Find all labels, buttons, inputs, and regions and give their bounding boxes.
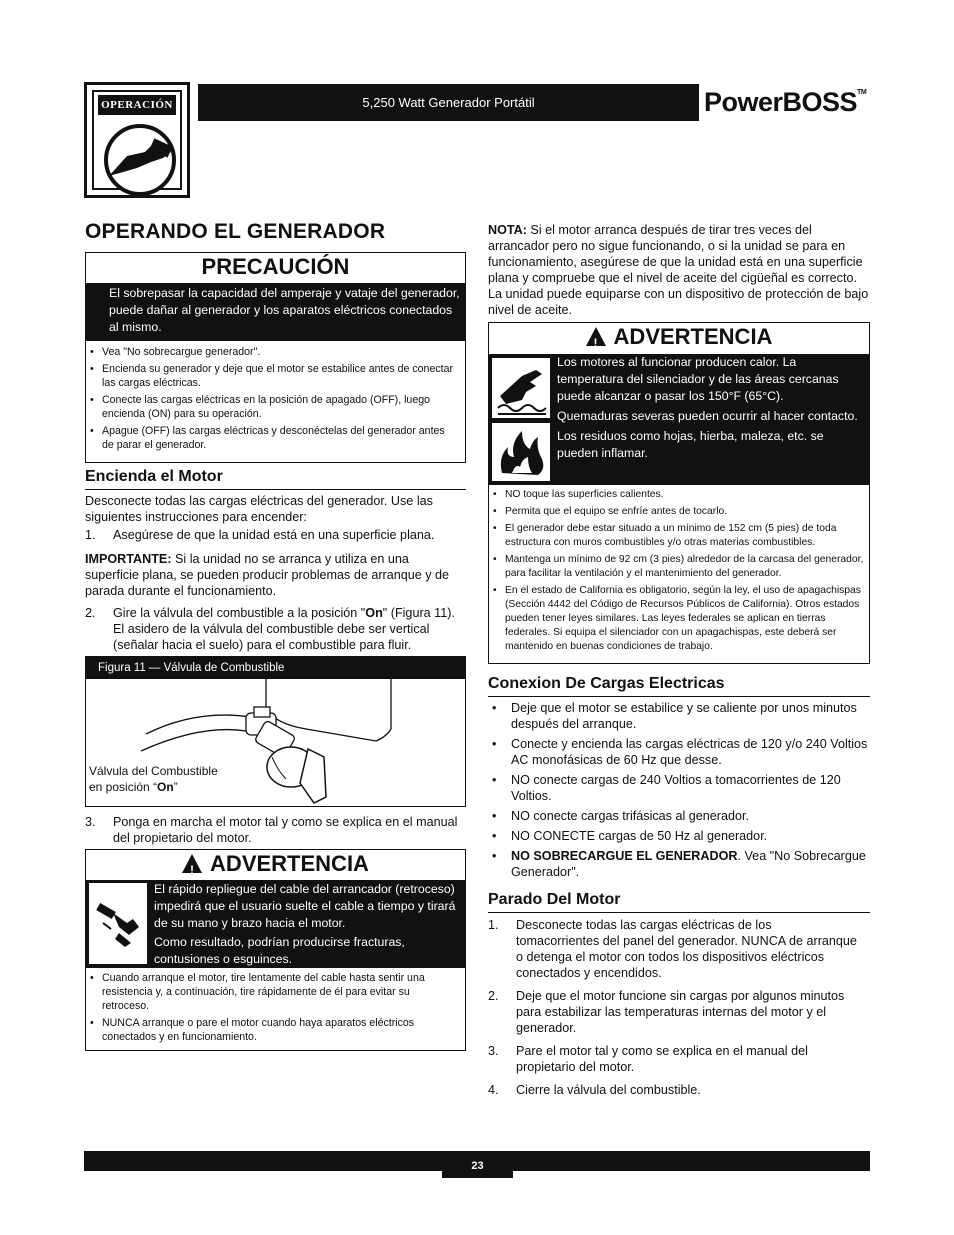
figure-label-line-1: Válvula del Combustible	[89, 764, 218, 778]
page-number: 23	[442, 1151, 513, 1178]
fire-icon	[491, 422, 551, 482]
important-label: IMPORTANTE:	[85, 552, 172, 566]
list-item: • El generador debe estar situado a un mínimo de 152 cm (5 pies) de toda estructura con muros combustibles y/o otras materias combustibles.	[489, 522, 865, 550]
list-item: • NO CONECTE cargas de 50 Hz al generador.	[488, 828, 870, 844]
bold-text: NO SOBRECARGUE EL GENERADOR	[511, 849, 738, 863]
hot-surface-icon	[491, 357, 551, 419]
list-item: • Permita que el equipo se enfríe antes de tocarlo.	[489, 505, 865, 519]
header-title: 5,250 Watt Generador Portátil	[198, 84, 699, 121]
list-item: • NO conecte cargas de 240 Voltios a tomacorrientes de 120 Voltios.	[488, 772, 870, 804]
caution-title: PRECAUCIÓN	[201, 254, 350, 279]
caution-list	[86, 345, 465, 455]
step-2	[85, 605, 466, 653]
warning-icon: !	[182, 854, 202, 873]
warning-title	[86, 850, 465, 880]
step-number: 3.	[488, 1044, 499, 1058]
operation-logo	[84, 82, 190, 198]
warning-title-text: ADVERTENCIA	[210, 851, 369, 876]
start-title: Encienda el Motor	[85, 468, 223, 485]
list-item: • NO conecte cargas trifásicas al generador.	[488, 808, 870, 824]
step-text: Ponga en marcha el motor tal y como se explica en el manual del propietario del motor.	[113, 815, 458, 845]
step-number: 2.	[488, 989, 499, 1003]
brand-name: PowerBOSS	[704, 87, 858, 117]
warning-icon: !	[586, 327, 606, 346]
warning-text: El rápido repliegue del cable del arrancador (retroceso) impedirá que el usuario suelte el cable a tiempo y tirará de su mano y brazo hacia el motor.	[154, 882, 456, 930]
list-item: • Vea "No sobrecargue generador".	[86, 345, 457, 359]
step-text: Deje que el motor funcione sin cargas por algunos minutos para estabilizar las temperaturas internas del motor y el generador.	[516, 989, 845, 1035]
step-text: Desconecte todas las cargas eléctricas de los tomacorrientes del panel del generador. NUNCA de arranque o detenga el motor con todos los dispositivos eléctricos conectados y encendidos.	[516, 918, 857, 980]
section-title: OPERANDO EL GENERADOR	[85, 220, 386, 243]
logo-title: OPERACIÓN	[98, 95, 176, 115]
list-item: • Cuando arranque el motor, tire lentamente del cable hasta sentir una resistencia y, a continuación, tire rápidamente de él para evitar su retroceso.	[86, 971, 457, 1013]
list-text: . Vea "No Sobrecargue Generador".	[511, 849, 866, 879]
warning-box-heat	[488, 322, 870, 664]
warning-text: Quemaduras severas pueden ocurrir al hacer contacto.	[557, 409, 858, 423]
caution-banner: El sobrepasar la capacidad del amperaje y vataje del generador, puede dañar al generador y los aparatos eléctricos conectados al mismo.	[86, 283, 465, 341]
list-item	[488, 917, 858, 981]
brand-tm: TM	[857, 89, 867, 96]
brand-logo	[704, 84, 874, 121]
warning-title	[489, 323, 869, 354]
on-label: On	[365, 606, 383, 620]
figure-label-text: ”	[173, 780, 178, 794]
figure-caption: Figura 11 — Válvula de Combustible	[86, 657, 465, 679]
recoil-hazard-icon	[88, 882, 148, 965]
important-note	[85, 551, 466, 599]
list-item	[488, 988, 858, 1036]
list-item: • Apague (OFF) las cargas eléctricas y desconéctelas del generador antes de parar el generador.	[86, 424, 457, 452]
figure-label-line-2	[89, 779, 218, 795]
list-item: • En el estado de California es obligatorio, según la ley, el uso de apagachispas (Sección 4442 del Código de Recursos Públicos de California). Otros estados pueden tener leyes similares. Las leyes federales se aplican en tierras federales. Si equipa el silenciador con un apagachispas, este deberá ser mantenido en buenas condiciones de trabajo.	[489, 584, 865, 654]
start-intro: Desconecte todas las cargas eléctricas del generador. Use las siguientes instrucciones para encender:	[85, 494, 433, 524]
list-item: • NO toque las superficies calientes.	[489, 488, 865, 502]
step-number: 1.	[488, 918, 499, 932]
warning-list	[489, 488, 869, 657]
list-item: • Mantenga un mínimo de 92 cm (3 pies) alrededor de la carcasa del generador, para facilitar la ventilación y el mantenimiento del generador.	[489, 553, 865, 581]
warning-text: Los residuos como hojas, hierba, maleza, etc. se pueden inflamar.	[557, 429, 824, 460]
list-item	[488, 1082, 858, 1098]
step-text: Cierre la válvula del combustible.	[516, 1083, 701, 1097]
list-item: • Conecte y encienda las cargas eléctricas de 120 y/o 240 Voltios AC monofásicas de 60 Hz que desse.	[488, 736, 870, 768]
warning-title-text: ADVERTENCIA	[613, 324, 773, 349]
figure-11	[85, 656, 466, 807]
step-text: Gire la válvula del combustible a la posición "	[113, 606, 366, 620]
note-label: NOTA:	[488, 223, 527, 237]
warning-box-recoil	[85, 849, 466, 1051]
hand-lever-icon	[97, 118, 183, 198]
figure-label-text: en posición “	[89, 780, 158, 794]
note	[488, 222, 870, 318]
list-item: • Encienda su generador y deje que el motor se estabilice antes de conectar las cargas eléctricas.	[86, 362, 457, 390]
step-text: " (Figura 11). El asidero de la válvula del combustible debe ser vertical (señalar hacia el suelo) para el combustible para fluir.	[113, 606, 455, 652]
step-number: 3.	[85, 815, 96, 829]
warning-banner	[86, 880, 465, 968]
warning-text: Como resultado, podrían producirse fracturas, contusiones o esguinces.	[154, 935, 405, 966]
step-number: 4.	[488, 1083, 499, 1097]
loads-title: Conexion De Cargas Electricas	[488, 675, 725, 692]
list-item	[488, 1043, 858, 1075]
list-item: • Deje que el motor se estabilice y se caliente por unos minutos después del arranque.	[488, 700, 870, 732]
divider	[488, 912, 870, 913]
step-number: 2.	[85, 606, 96, 620]
step-number: 1.	[85, 528, 96, 542]
list-item	[488, 848, 870, 880]
divider	[488, 696, 870, 697]
warning-banner	[489, 354, 869, 485]
caution-box	[85, 252, 466, 463]
warning-text: Los motores al funcionar producen calor. La temperatura del silenciador y de las áreas cercanas puede alcanzar o pasar los 150°F (65°C).	[557, 355, 839, 403]
warning-list	[86, 971, 465, 1047]
important-text: Si la unidad no se arranca y utiliza en una superficie plana, se pueden producir problemas de arranque y de parada durante el funcionamiento.	[85, 552, 450, 598]
step-text: Pare el motor tal y como se explica en el manual del propietario del motor.	[516, 1044, 808, 1074]
list-item: • Conecte las cargas eléctricas en la posición de apagado (OFF), luego encienda (ON) para su operación.	[86, 393, 457, 421]
divider	[85, 489, 466, 490]
stop-title: Parado Del Motor	[488, 891, 621, 908]
step-3	[85, 814, 466, 846]
figure-label-on: On	[157, 780, 174, 794]
list-item: • NUNCA arranque o pare el motor cuando haya aparatos eléctricos conectados y en funcionamiento.	[86, 1016, 457, 1044]
note-text: Si el motor arranca después de tirar tres veces del arrancador pero no sigue funcionando, o si la unidad se para en funcionamiento, asegúrese de que la unidad está en una superficie plana y compruebe que el nivel de aceite del cigüeñal es correcto. La unidad puede equiparse con un dispositivo de protección de bajo nivel de aceite.	[488, 223, 869, 317]
stop-steps	[488, 917, 858, 1098]
figure-label	[89, 763, 218, 795]
step-text: Asegúrese de que la unidad está en una superficie plana.	[113, 528, 435, 542]
loads-list	[488, 700, 870, 884]
